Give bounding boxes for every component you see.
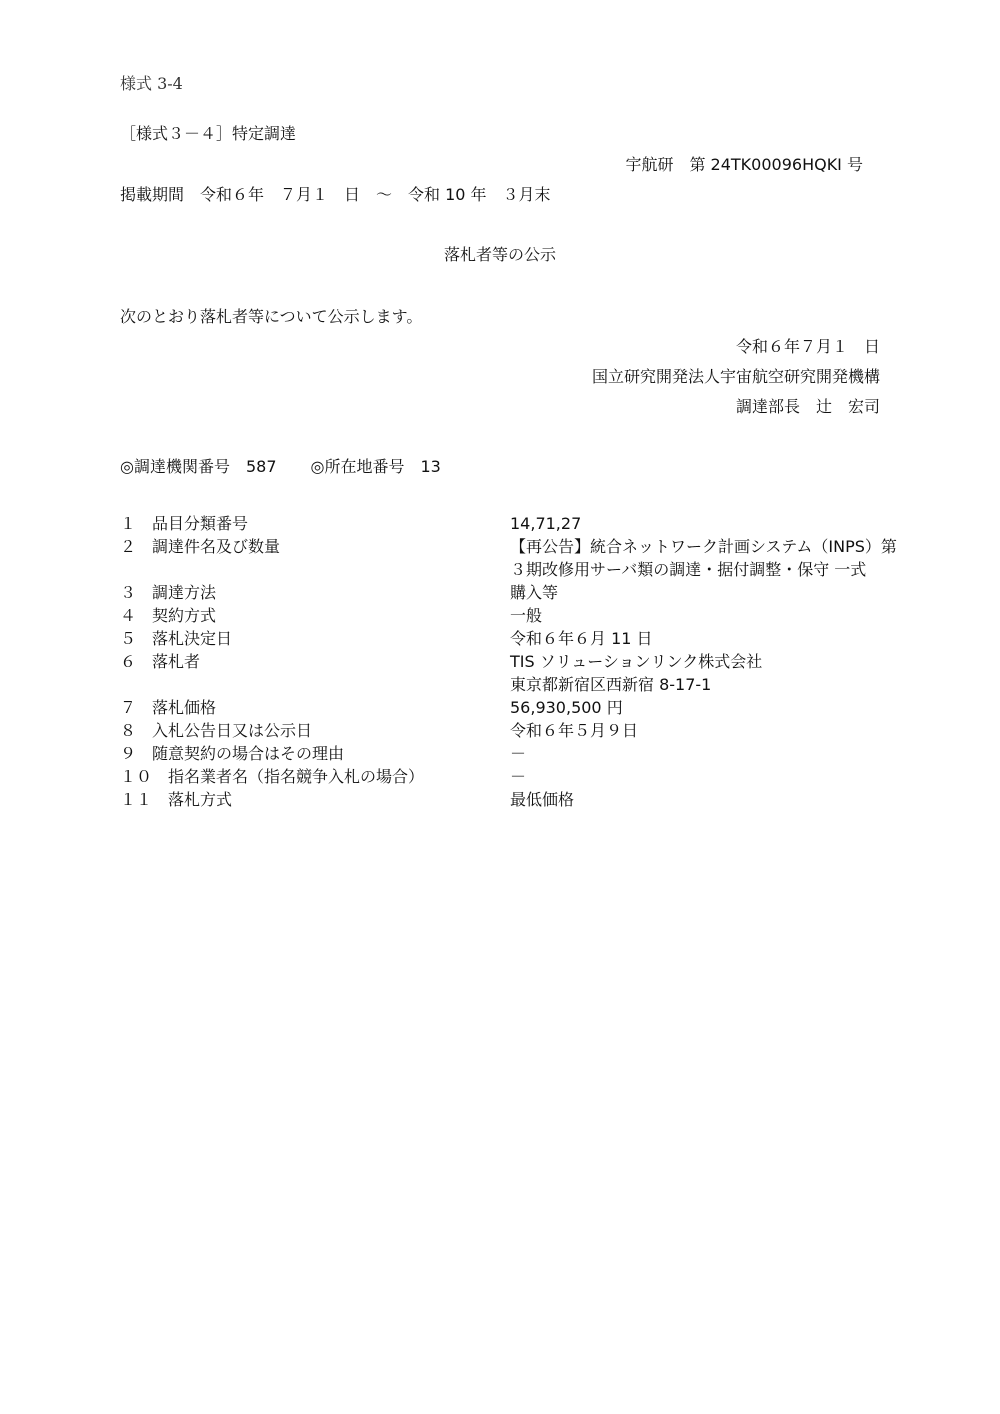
item-label: １０ 指名業者名（指名競争入札の場合）	[120, 767, 425, 786]
list-item	[120, 765, 890, 788]
item-value	[510, 719, 890, 742]
posting-period: 掲載期間 令和６年 ７月１ 日 ～ 令和 10 年 ３月末	[120, 185, 551, 204]
location-code: ◎所在地番号 13	[310, 457, 441, 476]
item-value-line: 56,930,500 円	[510, 698, 623, 717]
item-label: ７ 落札価格	[120, 698, 217, 717]
list-item	[120, 719, 890, 742]
notice-title: 落札者等の公示	[443, 245, 556, 264]
item-value	[510, 696, 890, 719]
list-item	[120, 742, 890, 765]
item-list	[120, 512, 897, 811]
signer-name: 調達部長 辻 宏司	[735, 397, 880, 416]
item-value-line: 令和６年５月９日	[510, 721, 639, 740]
item-value-line: 最低価格	[510, 790, 575, 809]
list-item	[120, 788, 890, 811]
item-value-line: 14,71,27	[510, 514, 582, 533]
list-item	[120, 650, 890, 696]
item-label: １ 品目分類番号	[120, 514, 249, 533]
codes-line	[120, 457, 441, 477]
intro-text: 次のとおり落札者等について公示します。	[120, 307, 423, 326]
item-label: ９ 随意契約の場合はその理由	[120, 744, 345, 763]
item-value	[510, 788, 890, 811]
item-label: ６ 落札者	[120, 652, 201, 671]
form-code: 様式 3-4	[120, 74, 183, 93]
item-value	[510, 512, 890, 535]
item-label: ２ 調達件名及び数量	[120, 537, 281, 556]
list-item	[120, 627, 890, 650]
form-header: ［様式３－４］特定調達	[120, 124, 297, 143]
list-item	[120, 604, 890, 627]
organization-name: 国立研究開発法人宇宙航空研究開発機構	[591, 367, 880, 386]
item-value	[510, 765, 890, 788]
item-value-line: －	[510, 767, 527, 786]
announcement-date: 令和６年７月１ 日	[735, 337, 880, 356]
agency-code: ◎調達機関番号 587	[120, 457, 277, 476]
item-value-line: 【再公告】統合ネットワーク計画システム（INPS）第	[510, 537, 897, 556]
item-value-line: －	[510, 744, 527, 763]
item-value-line: 購入等	[510, 583, 559, 602]
item-value-line: 令和６年６月 11 日	[510, 629, 653, 648]
item-value	[510, 742, 890, 765]
list-item	[120, 696, 890, 719]
item-label: ４ 契約方式	[120, 606, 217, 625]
item-value	[510, 535, 897, 581]
item-label: ５ 落札決定日	[120, 629, 233, 648]
list-item	[120, 512, 890, 535]
list-item	[120, 535, 897, 581]
item-value	[510, 650, 890, 696]
item-value-line: ３期改修用サーバ類の調達・据付調整・保守 一式	[510, 560, 867, 579]
reference-number: 宇航研 第 24TK00096HQKI 号	[625, 155, 863, 174]
item-value	[510, 604, 890, 627]
item-value-line: TIS ソリューションリンク株式会社	[510, 652, 763, 671]
item-value-line: 一般	[510, 606, 543, 625]
item-label: ８ 入札公告日又は公示日	[120, 721, 313, 740]
item-value-line: 東京都新宿区西新宿 8-17-1	[510, 675, 712, 694]
item-label: ３ 調達方法	[120, 583, 217, 602]
item-value	[510, 581, 890, 604]
item-label: １１ 落札方式	[120, 790, 233, 809]
item-value	[510, 627, 890, 650]
list-item	[120, 581, 890, 604]
